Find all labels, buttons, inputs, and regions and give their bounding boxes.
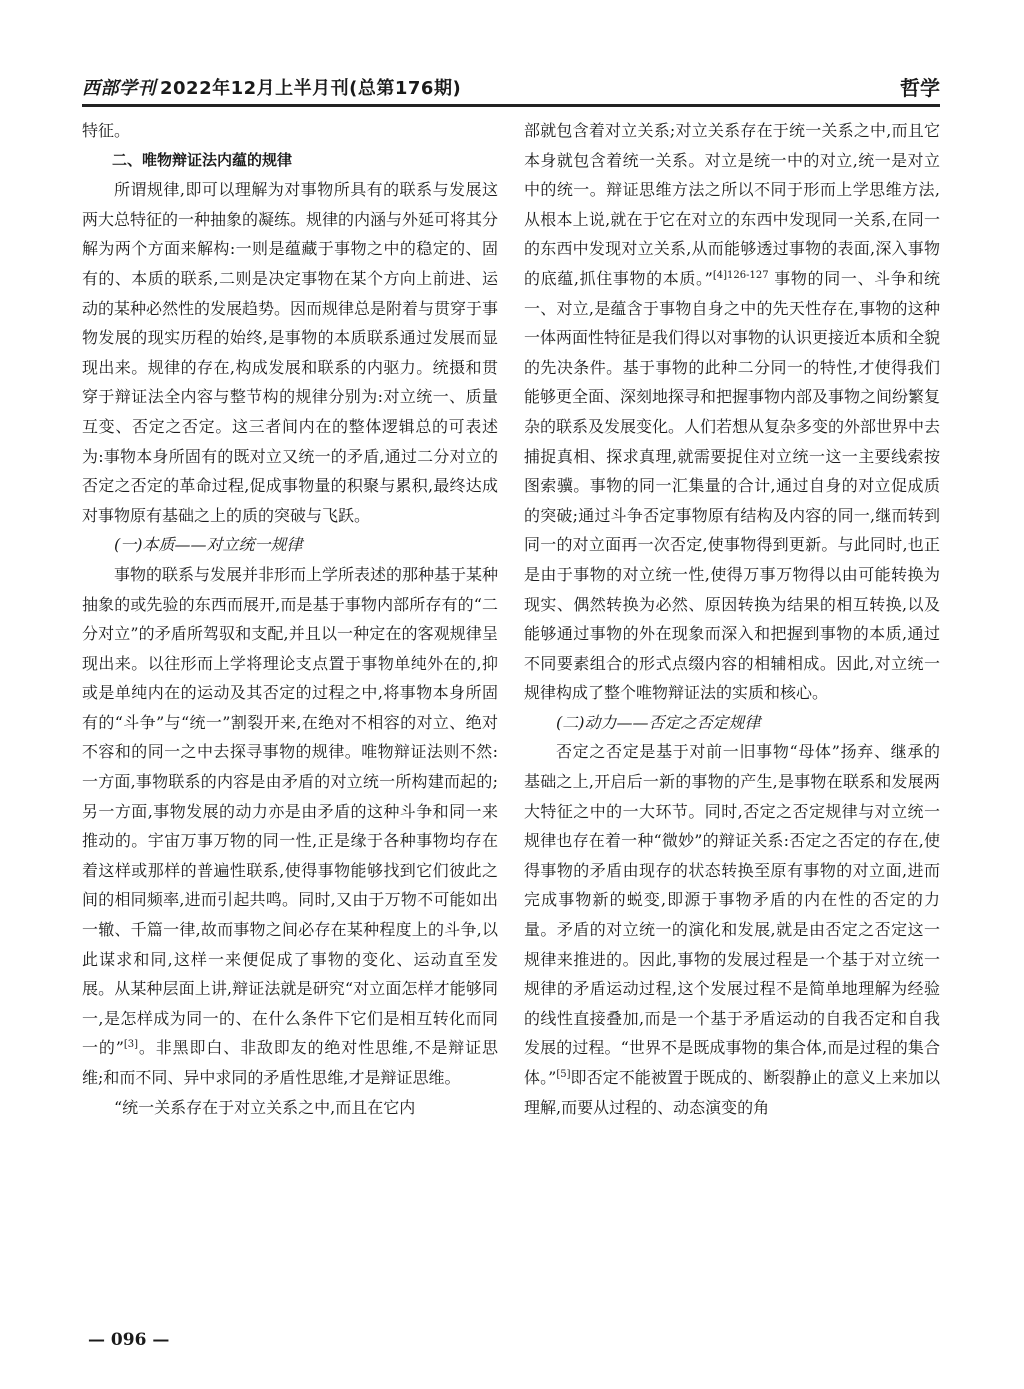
- paragraph: [82, 560, 498, 1093]
- section-name: 哲学: [900, 76, 940, 100]
- citation-ref: [4]126-127: [712, 269, 769, 281]
- paragraph-text: 即否定不能被置于既成的、断裂静止的意义上来加以理解,而要从过程的、动态演变的角: [524, 1068, 940, 1117]
- paragraph: 特征。: [82, 121, 131, 140]
- right-column: [524, 116, 940, 1316]
- subsection-heading: (一)本质——对立统一规律: [114, 535, 303, 555]
- citation-ref: [5]: [556, 1069, 571, 1080]
- journal-title: [82, 74, 461, 100]
- paragraph: [524, 116, 940, 708]
- page-number: — 096 —: [88, 1330, 170, 1350]
- paragraph-text: 事物的联系与发展并非形而上学所表述的那种基于某种抽象的或先验的东西而展开,而是基于事物内部所存有的“二分对立”的矛盾所驾驭和支配,并且以一种定在的客观规律呈现出来。以往形而上学将理论支点置于事物单纯外在的,抑或是单纯内在的运动及其否定的过程之中,将事物本身所固有的“斗争”与“统一”割裂开来,在绝对不相容的对立、绝对不容和的同一之中去探寻事物的规律。唯物辩证法则不然:一方面,事物联系的内容是由矛盾的对立统一所构建而起的;另一方面,事物发展的动力亦是由矛盾的这种斗争和同一来推动的。宇宙万事万物的同一性,正是缘于各种事物均存在着这样或那样的普遍性联系,使得事物能够找到它们彼此之间的相同频率,进而引起共鸣。同时,又由于万物不可能如出一辙、千篇一律,故而事物之间必存在某种程度上的斗争,以此谋求和同,这样一来便促成了事物的变化、运动直至发展。从某种层面上讲,辩证法就是研究“对立面怎样才能够同一,是怎样成为同一的、在什么条件下它们是相互转化而同一的”: [82, 564, 498, 1058]
- subsection-heading: (二)动力——否定之否定规律: [556, 712, 761, 732]
- paragraph-text: 否定之否定是基于对前一旧事物“母体”扬弃、继承的基础之上,开启后一新的事物的产生,是事物在联系和发展两大特征之中的一大环节。同时,否定之否定规律与对立统一规律也存在着一种“微妙”的辩证关系:否定之否定的存在,使得事物的矛盾由现存的状态转换至原有事物的对立面,进而完成事物新的蜕变,即源于事物矛盾的内在性的否定的力量。矛盾的对立统一的演化和发展,就是由否定之否定这一规律来推进的。因此,事物的发展过程是一个基于对立统一规律的矛盾运动过程,这个发展过程不是简单地理解为经验的线性直接叠加,而是一个基于矛盾运动的自我否定和自我发展的过程。“世界不是既成事物的集合体,而是过程的集合体。”: [524, 742, 940, 1087]
- paragraph-text: 部就包含着对立关系;对立关系存在于统一关系之中,而且它本身就包含着统一关系。对立是统一中的对立,统一是对立中的统一。辩证思维方法之所以不同于形而上学思维方法,从根本上说,就在于它在对立的东西中发现同一关系,在同一的东西中发现对立关系,从而能够透过事物的表面,深入事物的底蕴,抓住事物的本质。”: [524, 121, 940, 288]
- paragraph: 所谓规律,即可以理解为对事物所具有的联系与发展这两大总特征的一种抽象的凝练。规律的内涵与外延可将其分解为两个方面来解构:一则是蕴藏于事物之中的稳定的、固有的、本质的联系,二则是决定事物在某个方向上前进、运动的某种必然性的发展趋势。因而规律总是附着与贯穿于事物发展的现实历程的始终,是事物的本质联系通过发展而显现出来。规律的存在,构成发展和联系的内驱力。统摄和贯穿于辩证法全内容与整节构的规律分别为:对立统一、质量互变、否定之否定。这三者间内在的整体逻辑总的可表述为:事物本身所固有的既对立又统一的矛盾,通过二分对立的否定之否定的革命过程,促成事物量的积聚与累积,最终达成对事物原有基础之上的质的突破与飞跃。: [82, 180, 498, 525]
- journal-logo: 西部学刊: [82, 78, 156, 99]
- citation-ref: [3]: [123, 1039, 139, 1051]
- section-heading: 二、唯物辩证法内蕴的规律: [112, 150, 293, 169]
- paragraph: [524, 737, 940, 1122]
- paragraph-text: 事物的同一、斗争和统一、对立,是蕴含于事物自身之中的先天性存在,事物的这种一体两面性特征是我们得以对事物的认识更接近本质和全貌的先决条件。基于事物的此种二分同一的特性,才使得我们能够更全面、深刻地探寻和把握事物内部及事物之间纷繁复杂的联系及发展变化。人们若想从复杂多变的外部世界中去捕捉真相、探求真理,就需要捉住对立统一这一主要线索按图索骥。事物的同一汇集量的合计,通过自身的对立促成质的突破;通过斗争否定事物原有结构及内容的同一,继而转到同一的对立面再一次否定,使事物得到更新。与此同时,也正是由于事物的对立统一性,使得万事万物得以由可能转换为现实、偶然转换为必然、原因转换为结果的相互转换,以及能够通过事物的外在现象而深入和把握到事物的本质,通过不同要素组合的形式点缀内容的相辅相成。因此,对立统一规律构成了整个唯物辩证法的实质和核心。: [524, 268, 940, 703]
- left-column: [82, 116, 498, 1316]
- issue-info: 2022年12月上半月刊(总第176期): [160, 78, 462, 99]
- paragraph: “统一关系存在于对立关系之中,而且在它内: [114, 1097, 416, 1117]
- running-header: [82, 70, 940, 107]
- paragraph-text: 。非黑即白、非敌即友的绝对性思维,不是辩证思维;和而不同、异中求同的矛盾性思维,才是辩证思维。: [82, 1038, 498, 1087]
